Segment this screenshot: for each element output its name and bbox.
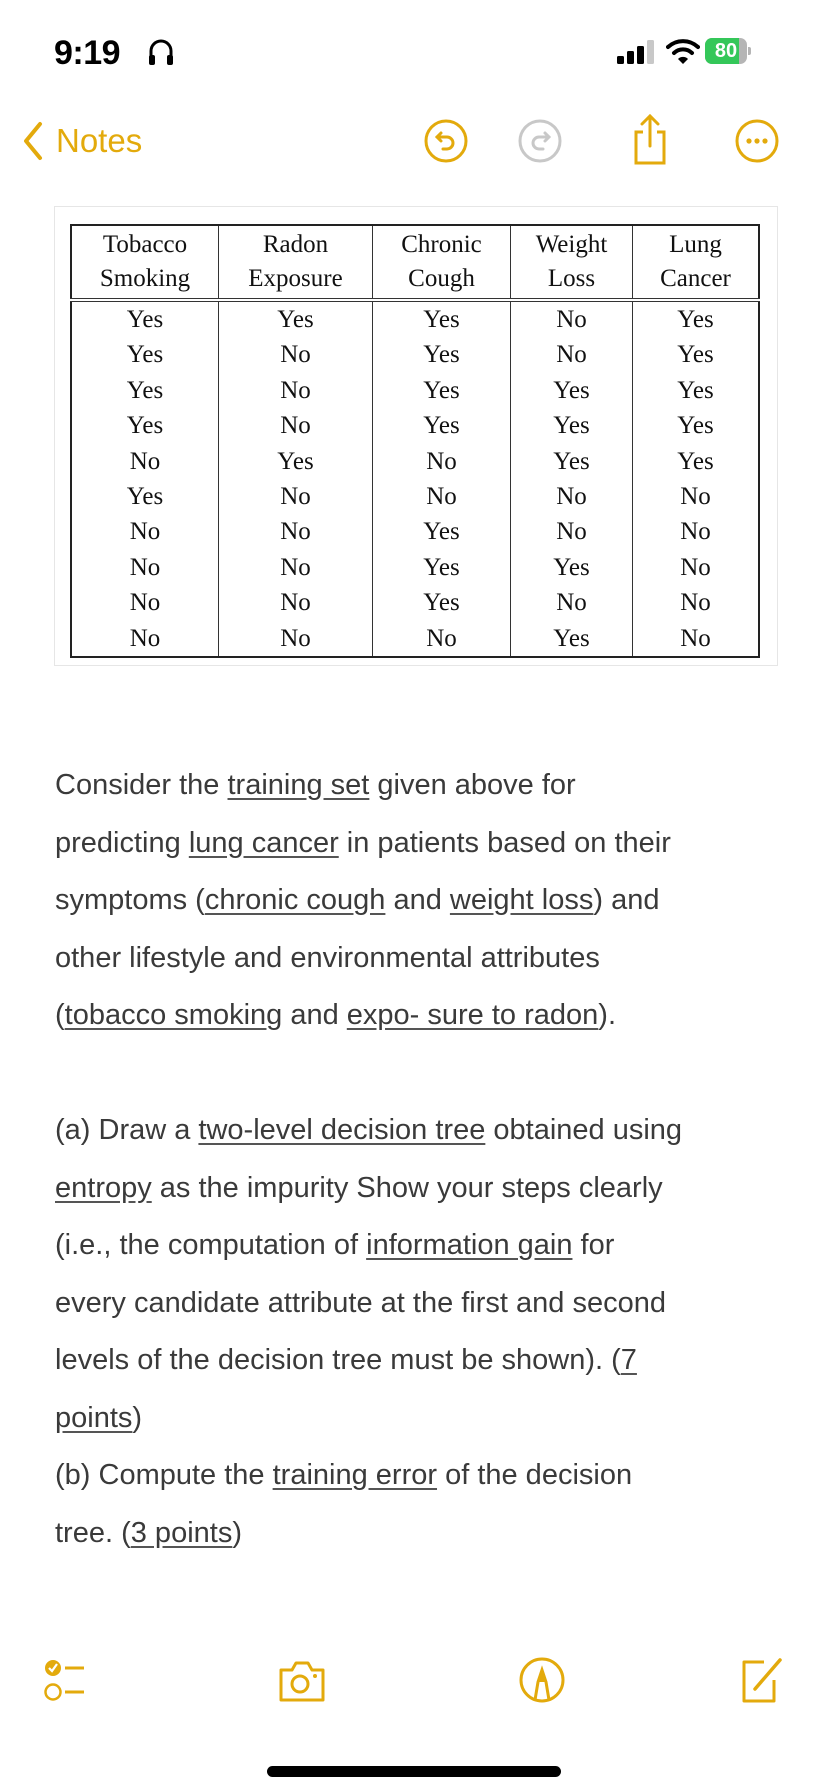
text-segment: (i.e., the computation of [55,1229,367,1261]
column-header-line: Smoking [99,265,191,292]
text-segment: ( [55,999,65,1031]
checklist-icon[interactable] [44,1656,92,1704]
underlined-term: lung cancer [188,826,339,859]
table-cell: Yes [373,550,511,585]
table-cell: Yes [126,483,164,511]
note-line [55,1102,795,1160]
note-line [55,1332,795,1390]
text-segment: predicting [55,826,189,859]
note-line [55,1390,795,1448]
text-segment: for [572,1229,615,1261]
table-cell: Yes [373,408,511,443]
training-data-table [70,224,760,658]
table-cell: Yes [373,585,511,620]
table-cell: Yes [633,408,760,443]
table-row [71,373,759,408]
table-cell: No [129,447,161,475]
underlined-term: 7 [620,1344,637,1376]
underlined-term: 3 points [130,1516,233,1549]
markup-pen-icon[interactable] [518,1656,566,1704]
table-cell: No [373,444,511,479]
column-header-line: Weight [535,231,608,258]
table-cell: No [633,479,760,514]
note-line [55,930,795,988]
text-segment: ). [598,999,616,1031]
table-cell: No [219,408,373,443]
table-cell: No [373,621,511,657]
table-cell: No [219,514,373,549]
text-segment: in patients based on their [338,826,671,859]
table-cell: No [219,337,373,372]
table-cell: Yes [511,444,633,479]
table-cell: No [219,550,373,585]
table-cell: No [633,585,760,620]
compose-note-icon[interactable] [738,1656,786,1704]
table-cell: No [511,514,633,549]
underlined-term: tobacco smoking [64,999,283,1031]
table-cell: Yes [219,444,373,479]
table-cell: No [633,621,760,657]
table-cell: Yes [126,412,164,440]
table-cell: Yes [219,300,373,337]
table-cell: Yes [511,408,633,443]
column-header-line: Cough [408,265,475,292]
more-options-icon[interactable] [734,118,780,164]
share-icon[interactable] [627,112,673,166]
text-segment: (a) Draw a [55,1114,199,1146]
back-to-notes-button[interactable] [22,118,142,164]
table-cell: No [511,337,633,372]
table-cell: Yes [126,376,164,404]
note-line [55,872,795,930]
underlined-term: training error [272,1459,438,1491]
note-line [55,757,795,815]
wifi-icon [666,37,700,65]
underlined-term: weight loss [449,884,594,916]
table-row [71,444,759,479]
table-cell: Yes [126,341,164,369]
table-cell: No [219,373,373,408]
table-cell: No [633,514,760,549]
redo-icon[interactable] [517,118,563,164]
home-indicator[interactable] [267,1766,561,1777]
table-row [71,621,759,657]
note-body-text[interactable] [55,757,795,1562]
table-cell: Yes [373,373,511,408]
battery-percent: 80 [714,40,738,62]
table-cell: Yes [511,621,633,657]
column-header-line: Lung [669,231,722,258]
text-segment: every candidate attribute at the first and second [55,1286,666,1319]
underlined-term: chronic cough [204,884,386,916]
table-row [71,514,759,549]
text-segment: symptoms ( [55,884,205,916]
table-cell: Yes [511,550,633,585]
note-line [55,1447,795,1505]
table-cell: No [373,479,511,514]
table-row [71,479,759,514]
table-cell: Yes [633,337,760,372]
text-segment: levels of the decision tree must be shown). ( [55,1344,621,1376]
text-segment: obtained using [485,1114,683,1146]
text-segment: and [385,884,450,916]
text-segment: of the decision [437,1459,633,1491]
underlined-term: points [55,1401,133,1434]
note-line [55,1217,795,1275]
table-row [71,408,759,443]
table-cell: No [219,621,373,657]
underlined-term: entropy [55,1171,152,1204]
text-segment: given above for [369,769,576,801]
table-cell: No [129,589,161,617]
column-header-line: Chronic [401,231,482,258]
text-segment: tree. ( [55,1516,131,1549]
column-header-line: Cancer [660,265,731,292]
text-segment: and [282,999,347,1031]
note-line [55,1045,795,1103]
note-line [55,1505,795,1563]
text-segment: (b) Compute the [55,1459,273,1491]
table-cell: No [219,585,373,620]
table-cell: Yes [126,306,164,333]
table-row [71,300,759,337]
underlined-term: expo- sure to radon [346,999,599,1031]
text-segment: Consider the [55,769,228,801]
table-cell: Yes [633,373,760,408]
note-line [55,1275,795,1333]
table-row [71,585,759,620]
table-cell: No [511,300,633,337]
table-cell: No [511,585,633,620]
column-header-line: Loss [547,265,596,292]
table-cell: No [219,479,373,514]
column-header [71,225,219,300]
column-header-line: Tobacco [102,231,188,258]
column-header [633,225,760,300]
text-segment: other lifestyle and environmental attributes [55,941,600,974]
table-cell: No [129,624,161,652]
camera-icon[interactable] [278,1656,326,1704]
text-segment: as the impurity Show your steps clearly [151,1171,663,1204]
table-cell: Yes [373,337,511,372]
battery-indicator [705,38,751,64]
column-header [219,225,373,300]
table-row [71,337,759,372]
underlined-term: two-level decision tree [198,1114,486,1146]
back-label: Notes [56,122,143,159]
table-cell: Yes [373,300,511,337]
underlined-term: training set [227,769,370,801]
table-cell: No [511,479,633,514]
table-cell: No [129,518,161,546]
table-cell: Yes [633,300,760,337]
table-cell: No [633,550,760,585]
status-time: 9:19 [54,34,121,72]
note-line [55,815,795,873]
table-image[interactable] [54,206,778,666]
table-row [71,550,759,585]
headphones-icon [148,38,174,66]
note-line [55,987,795,1045]
column-header [511,225,633,300]
cellular-signal-icon [617,40,659,64]
underlined-term: information gain [366,1229,573,1261]
column-header-line: Radon [262,231,329,258]
text-segment: ) and [593,884,660,916]
text-segment: ) [232,1516,242,1549]
column-header [373,225,511,300]
table-cell: Yes [373,514,511,549]
text-segment: ) [132,1401,143,1434]
table-cell: No [129,553,161,581]
column-header-line: Exposure [248,265,343,292]
undo-icon[interactable] [423,118,469,164]
note-line [55,1160,795,1218]
chevron-left-icon [22,121,44,161]
table-cell: Yes [633,444,760,479]
table-cell: Yes [511,373,633,408]
